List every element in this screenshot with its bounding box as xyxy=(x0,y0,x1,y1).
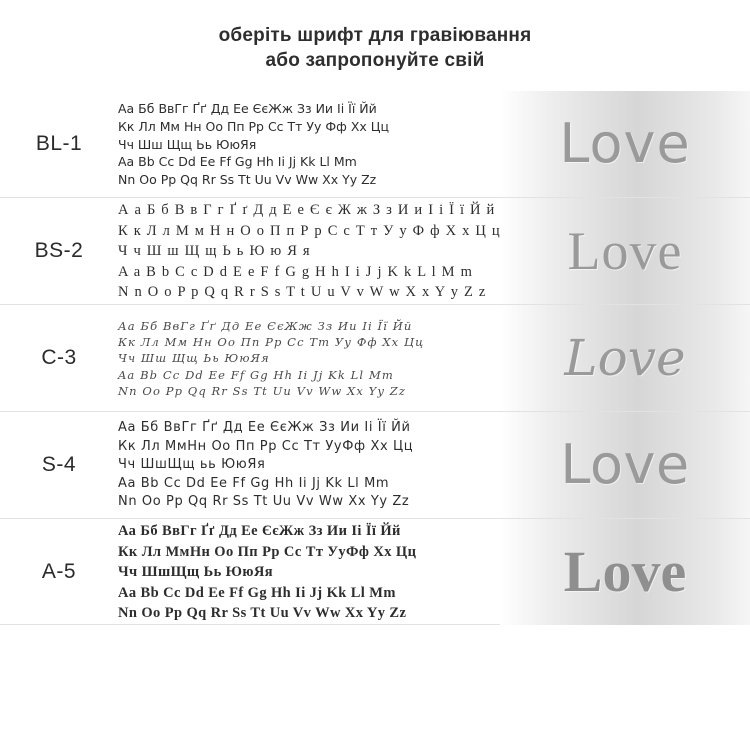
font-code-a-5: A-5 xyxy=(41,560,77,584)
sample-line: Аа Бб ВвГг Ґґ Дд Ее ЄєЖж Зз Ии Іі Її Йй xyxy=(118,420,411,436)
sample-line: Nn Oo Pp Qq Rr Ss Tt Uu Vv Ww Xx Yy Zz xyxy=(118,383,406,398)
font-sample-a-5 xyxy=(118,521,750,624)
sample-line: Aa Bb Cc Dd Ee Ff Gg Hh Ii Jj Kk Ll Mm xyxy=(118,475,390,491)
preview-word: Love xyxy=(560,433,690,497)
page-title-line-1: оберіть шрифт для гравіювання xyxy=(218,25,532,46)
sample-line: Nn Oo Pp Qq Rr Ss Tt Uu Vv Ww Xx Yy Zz xyxy=(118,605,407,622)
font-list xyxy=(0,91,750,625)
font-code-c-3: C-3 xyxy=(41,346,77,370)
sample-line: Кк Лл Мм Нн Оо Пп Рр Сс Тт Уу Фф Хх Цц xyxy=(118,118,389,134)
sample-line: Ч ч Ш ш Щ щ Ь ь Ю ю Я я xyxy=(118,243,311,260)
page-title-line-2: або запропонуйте свій xyxy=(265,49,485,71)
preview-word: Love xyxy=(564,329,686,388)
sample-line: Чч ШшЩщ Ьь ЮюЯя xyxy=(118,564,274,581)
sample-line: Чч Шш Щщ Ьь ЮюЯя xyxy=(118,351,270,366)
font-row-bs-2[interactable] xyxy=(0,197,750,304)
font-sample-bs-2 xyxy=(118,200,750,303)
font-code-bs-2: BS-2 xyxy=(34,239,84,263)
preview-word: Love xyxy=(563,539,687,605)
sample-line: Аа Бб ВвГг Ґґ Дд Ее ЄєЖж Зз Ии Іі Її Йй xyxy=(118,318,413,333)
font-row-bl-1[interactable] xyxy=(0,91,750,197)
font-sample-c-3 xyxy=(118,318,750,400)
sample-line: A a B b C c D d E e F f G g H h I i J j K k L l M m xyxy=(118,263,474,280)
font-sample-bl-1 xyxy=(118,100,750,189)
font-row-a-5[interactable] xyxy=(0,518,750,625)
sample-line: N n O o P p Q q R r S s T t U u V v W w X x Y y Z z xyxy=(118,284,487,301)
sample-line: Кк Лл МмНн Оо Пп Рр Сс Тт УуФф Хх Цц xyxy=(118,543,417,560)
font-sample-s-4 xyxy=(118,419,750,511)
sample-line: К к Л л М м Н н О о П п Р р С с Т т У у Ф ф Х х Ц ц xyxy=(118,222,501,239)
font-row-s-4[interactable] xyxy=(0,411,750,518)
font-code-bl-1: BL-1 xyxy=(35,132,83,156)
sample-line: Кк Лл МмНн Оо Пп Рр Сс Тт УуФф Хх Цц xyxy=(118,438,414,454)
preview-word: Love xyxy=(567,221,683,282)
sample-line: Чч Шш Щщ Ьь ЮюЯя xyxy=(118,136,257,152)
sample-line: Кк Лл Мм Нн Оо Пп Рр Сс Тт Уу Фф Хх Цц xyxy=(118,334,425,349)
sample-line: А а Б б В в Г г Ґ ґ Д д Е е Є є Ж ж З з И и І і Ї ї Й й xyxy=(118,201,496,218)
sample-line: Nn Oo Pp Qq Rr Ss Tt Uu Vv Ww Xx Yy Zz xyxy=(118,172,377,187)
sample-line: Аа Бб ВвГг Ґґ Дд Ее ЄєЖж Зз Ии Іі Її Йй xyxy=(118,101,377,116)
sample-line: Aa Bb Cc Dd Ee Ff Gg Hh Ii Jj Kk Ll Mm xyxy=(118,584,396,601)
font-row-c-3[interactable] xyxy=(0,304,750,411)
font-code-s-4: S-4 xyxy=(41,453,77,477)
sample-line: Aa Bb Cc Dd Ee Ff Gg Hh Ii Jj Kk Ll Mm xyxy=(118,367,394,382)
sample-line: Аа Бб ВвГг Ґґ Дд Ее ЄєЖж Зз Ии Іі Її Йй xyxy=(118,522,401,539)
sample-line: Чч ШшЩщ ьь ЮюЯя xyxy=(118,457,266,473)
sample-line: Nn Oo Pp Qq Rr Ss Tt Uu Vv Ww Xx Yy Zz xyxy=(118,494,410,510)
preview-word: Love xyxy=(559,112,691,176)
sample-line: Aa Bb Cc Dd Ee Ff Gg Hh Ii Jj Kk Ll Mm xyxy=(118,154,357,170)
page-title xyxy=(0,0,750,73)
